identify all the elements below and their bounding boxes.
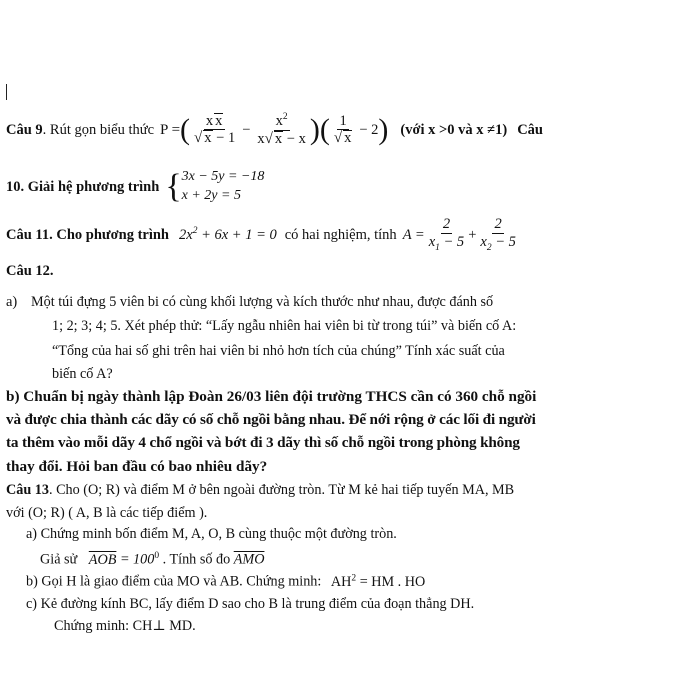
q13-label: Câu 13 bbox=[6, 482, 49, 498]
question-11 bbox=[6, 214, 520, 256]
text-cursor bbox=[6, 84, 7, 100]
q9-f2-den-radical: x bbox=[274, 130, 283, 147]
q10-brace: { bbox=[165, 168, 182, 205]
q12-a-line4: biến cố A? bbox=[52, 366, 113, 382]
q9-f2-den-pre: x bbox=[257, 130, 265, 147]
q9-f2-den-rest: − x bbox=[283, 130, 306, 147]
q12-b-line4: thay đổi. Hỏi ban đầu có bao nhiêu dãy? bbox=[6, 458, 268, 475]
q13-angle-amo: $\overline{AMO}$ bbox=[233, 551, 265, 568]
q9-f1-den-rest: − 1 bbox=[212, 130, 236, 147]
q11-lhs: A = bbox=[402, 226, 425, 243]
q9-f1-num-radical: x bbox=[215, 112, 223, 129]
q9-minus: − bbox=[242, 121, 251, 138]
q13-line1-text: . Cho (O; R) và điểm M ở bên ngoài đường tròn. Từ M kẻ hai tiếp tuyến MA, MB bbox=[48, 482, 515, 498]
q12-a-line1: Một túi đựng 5 viên bi có cùng khối lượng và kích thước như nhau, được đánh số bbox=[31, 294, 494, 310]
q13-angle-aob: $\overline{AOB}$ bbox=[88, 551, 117, 568]
q10-label: 10. Giải hệ phương trình bbox=[6, 178, 160, 195]
q11-fraction-2: $\frac{2}{x_2 - 5}$ bbox=[480, 216, 516, 253]
q11-equation: $2x^2 + 6x + 1 = 0$ bbox=[179, 226, 277, 243]
q10-system bbox=[182, 168, 265, 206]
q11-fraction-1: $\frac{2}{x_1 - 5}$ bbox=[428, 216, 465, 253]
question-9 bbox=[6, 100, 543, 160]
q11-plus: + bbox=[468, 226, 477, 243]
q9-fraction-2: $\frac{x^2}{x√ x - x}$ bbox=[257, 112, 306, 147]
q9-condition: (với x >0 và x ≠1) bbox=[400, 121, 508, 138]
q9-tail: − 2 bbox=[359, 121, 379, 138]
q11-label: Câu 11. Cho phương trình bbox=[6, 226, 169, 243]
q12-a-label: a) bbox=[6, 294, 18, 310]
q9-close-paren-1: ) bbox=[309, 113, 320, 146]
q13-line1 bbox=[6, 482, 514, 499]
q12-b-line1: b) Chuẩn bị ngày thành lập Đoàn 26/03 liên đội trường THCS cần có 360 chỗ ngồi bbox=[6, 388, 537, 405]
q12-a-line3: “Tổng của hai số ghi trên hai viên bi nhỏ hơn tích của chúng” Tính xác suất của bbox=[52, 343, 505, 359]
q13-b-expression: $AH^2$ = HM . HO bbox=[330, 573, 426, 590]
q12-a-line2: 1; 2; 3; 4; 5. Xét phép thử: “Lấy ngẫu nhiên hai viên bi từ trong túi” và biến cố A: bbox=[52, 318, 517, 334]
q9-close-paren-2: ) bbox=[378, 113, 389, 146]
q12-b-line2: và được chia thành các dãy có số chỗ ngồi bằng nhau. Để nới rộng ở các lối đi người bbox=[6, 411, 536, 428]
q9-fraction-3: $\frac{1}{√ x}$ bbox=[333, 112, 352, 147]
question-10 bbox=[6, 165, 264, 209]
q9-f1-num: x bbox=[205, 112, 214, 129]
q9-text: . Rút gọn biểu thức bbox=[42, 121, 155, 138]
q9-f1-den-radical: x bbox=[204, 130, 212, 147]
q12-b-line3: ta thêm vào mỗi dãy 4 chổ ngồi và bớt đi 3 dãy thì số chỗ ngồi trong phòng không bbox=[6, 434, 520, 451]
q13-part-a: a) Chứng minh bốn điểm M, A, O, B cùng thuộc một đường tròn. bbox=[26, 526, 397, 542]
q9-next-label: Câu bbox=[517, 121, 543, 138]
q9-f2-num-exp: 2 bbox=[282, 112, 288, 123]
q9-f3-num: 1 bbox=[339, 112, 347, 129]
q13-given: Giả sử $\overline{AOB} = 100^0$ . Tính số đo $\overline{AMO}$ bbox=[40, 551, 265, 568]
q10-eq2: x + 2y = 5 bbox=[181, 188, 241, 203]
q9-open-paren-2: ( bbox=[319, 113, 330, 146]
q13-line2: với (O; R) ( A, B là các tiếp điểm ). bbox=[6, 505, 208, 521]
q9-f3-den-radical: x bbox=[344, 130, 352, 147]
q9-fraction-1: $\frac{\text{x x}}{√ x - 1}$ bbox=[194, 112, 236, 147]
q13-part-c-line2: Chứng minh: CH⊥ MD. bbox=[54, 618, 196, 634]
q12-label: Câu 12. bbox=[6, 263, 54, 279]
q9-label: Câu 9 bbox=[6, 121, 43, 138]
q13-part-b: b) Gọi H là giao điểm của MO và AB. Chứng minh: $AH^2$ = HM . HO bbox=[26, 573, 426, 590]
q9-open-paren-1: ( bbox=[180, 113, 191, 146]
q9-lhs: P = bbox=[160, 121, 181, 138]
q10-eq1: 3x − 5y = −18 bbox=[181, 169, 265, 185]
q13-part-c-line1: c) Kẻ đường kính BC, lấy điểm D sao cho B là trung điểm của đoạn thẳng DH. bbox=[26, 596, 475, 612]
q11-text: có hai nghiệm, tính bbox=[284, 226, 397, 243]
q9-f2-num: x bbox=[275, 112, 283, 129]
